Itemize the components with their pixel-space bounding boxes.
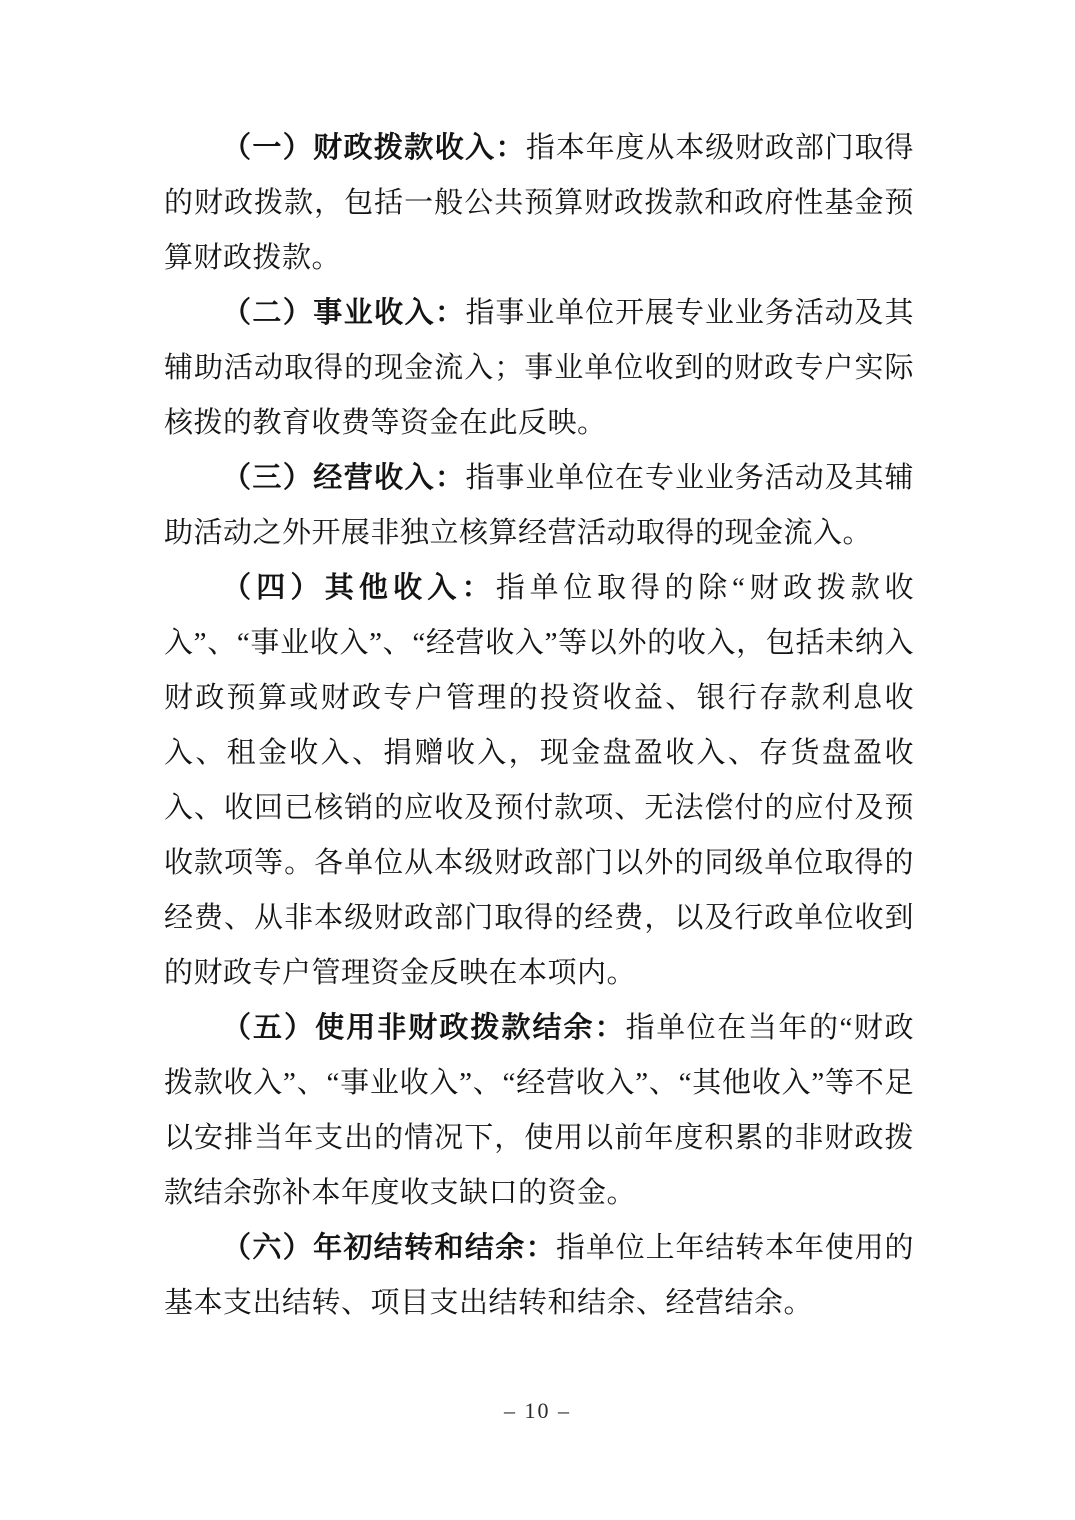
section-body-2: 指事业单位开展专业业务活动及其辅助活动取得的现金流入；事业单位收到的财政专户实际核拨的教育收费等资金在此反映。: [164, 297, 914, 439]
section-heading-4: （四）其他收入：: [222, 572, 496, 604]
paragraph-non-fiscal-surplus: [164, 1001, 914, 1221]
page-number: – 10 –: [504, 1398, 571, 1423]
section-heading-3: （三）经营收入：: [222, 462, 466, 494]
section-body-6: 指单位上年结转本年使用的基本支出结转、项目支出结转和结余、经营结余。: [164, 1232, 914, 1319]
paragraph-operating-income: [164, 286, 914, 451]
paragraph-carryover-balance: [164, 1221, 914, 1331]
section-heading-6: （六）年初结转和结余：: [222, 1232, 556, 1264]
paragraph-fiscal-appropriation-income: [164, 121, 914, 286]
section-body-5: 指单位在当年的“财政拨款收入”、“事业收入”、“经营收入”、“其他收入”等不足以安排当年支出的情况下，使用以前年度积累的非财政拨款结余弥补本年度收支缺口的资金。: [164, 1012, 914, 1209]
section-heading-2: （二）事业收入：: [222, 297, 466, 329]
section-body-4: 指单位取得的除“财政拨款收入”、“事业收入”、“经营收入”等以外的收入，包括未纳入财政预算或财政专户管理的投资收益、银行存款利息收入、租金收入、捐赠收入，现金盘盈收入、存货盘盈收入、收回已核销的应收及预付款项、无法偿付的应付及预收款项等。各单位从本级财政部门以外的同级单位取得的经费、从非本级财政部门取得的经费，以及行政单位收到的财政专户管理资金反映在本项内。: [164, 572, 914, 989]
document-body: [164, 121, 914, 1331]
paragraph-business-income: [164, 451, 914, 561]
section-heading-1: （一）财政拨款收入：: [222, 132, 526, 164]
paragraph-other-income: [164, 561, 914, 1001]
section-body-3: 指事业单位在专业业务活动及其辅助活动之外开展非独立核算经营活动取得的现金流入。: [164, 462, 914, 549]
section-heading-5: （五）使用非财政拨款结余：: [222, 1012, 626, 1044]
section-body-1: 指本年度从本级财政部门取得的财政拨款，包括一般公共预算财政拨款和政府性基金预算财政拨款。: [164, 132, 914, 274]
